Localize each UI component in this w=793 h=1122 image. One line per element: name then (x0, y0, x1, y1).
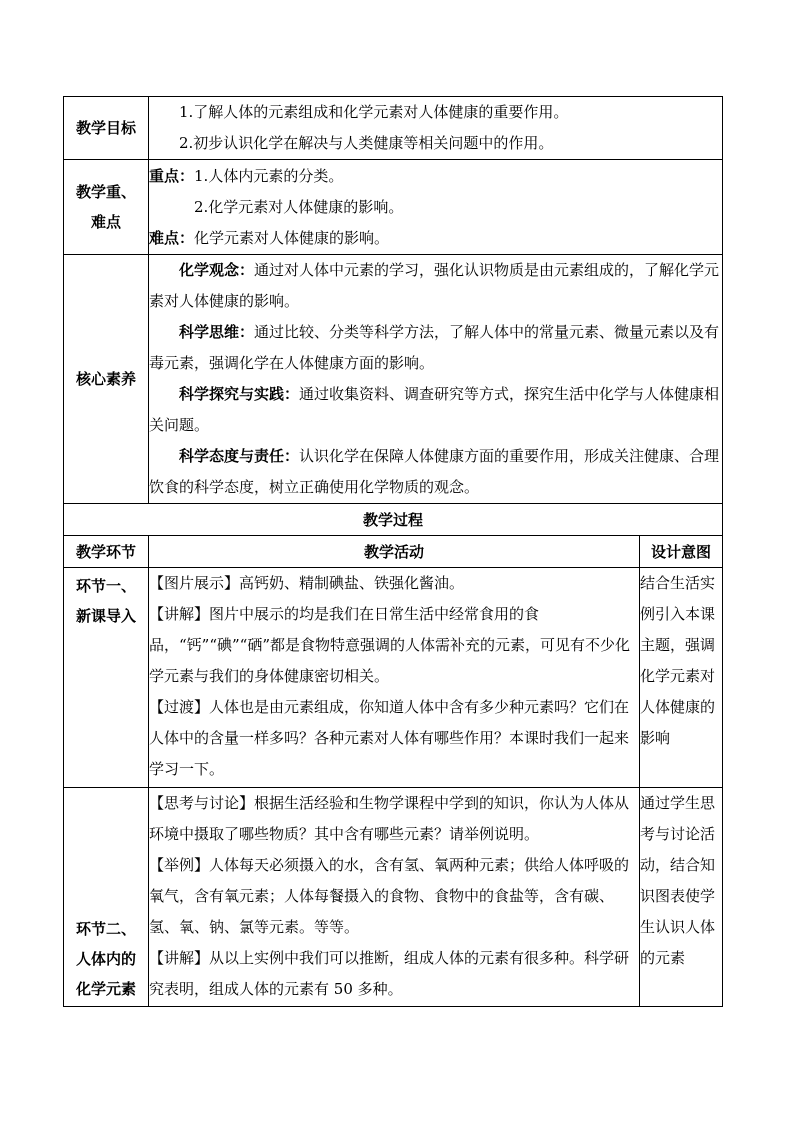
literacy-item (149, 441, 722, 503)
literacy-text: 通过收集资料、调查研究等方式，探究生活中化学与人体健康相关问题。 (149, 385, 720, 434)
literacy-text: 认识化学在保障人体健康方面的重要作用，形成关注健康、合理饮食的科学态度，树立正确使用化学物质的观念。 (149, 447, 720, 496)
literacy-title: 科学态度与责任： (179, 447, 300, 465)
activity-item: 【讲解】图片中展示的均是我们在日常生活中经常食用的食品，“钙”“碘”“硒”都是食物特意强调的人体需补充的元素，可见有不少化学元素与我们的身体健康密切相关。 (149, 605, 631, 685)
stage-label-line: 化学元素 (75, 980, 136, 998)
difficult-text: 化学元素对人体健康的影响。 (194, 228, 390, 247)
activity-content (149, 568, 640, 788)
stage-label-line: 环节一、 (75, 577, 136, 595)
literacy-text: 通过比较、分类等科学方法，了解人体中的常量元素、微量元素以及有毒元素，强调化学在人体健康方面的影响。 (149, 323, 720, 372)
difficult-label: 难点： (149, 228, 195, 247)
objective-item: 2.初步认识化学在解决与人类健康等相关问题中的作用。 (179, 134, 554, 152)
key-points-row (64, 160, 723, 255)
column-header-intent: 设计意图 (640, 536, 723, 568)
literacy-title: 化学观念： (179, 261, 255, 279)
activity-item: 【过渡】人体也是由元素组成，你知道人体中含有多少种元素吗？它们在人体中的含量一样多吗？各种元素对人体有哪些作用？本课时我们一起来学习一下。 (149, 698, 630, 778)
stage-label-line: 环节二、 (75, 920, 136, 938)
activity-item: 【举例】人体每天必须摄入的水，含有氢、氧两种元素；供给人体呼吸的氧气，含有氧元素；人体每餐摄入的食物、食物中的食盐等，含有碳、氢、氧、钠、氯等元素。等等。 (149, 856, 630, 936)
key-points-label (64, 160, 149, 255)
stage-label (64, 568, 149, 788)
difficult-point-line (149, 223, 722, 254)
literacy-item (149, 255, 722, 317)
objectives-label: 教学目标 (64, 97, 149, 160)
stage-label (64, 788, 149, 1007)
activity-content (149, 788, 640, 1007)
activity-item: 【图片展示】高钙奶、精制碘盐、铁强化酱油。 (149, 574, 465, 592)
key-label: 重点： (149, 166, 195, 185)
objectives-row (64, 97, 723, 160)
objective-item: 1.了解人体的元素组成和化学元素对人体健康的重要作用。 (179, 103, 569, 121)
process-title-row (64, 504, 723, 536)
process-section-row (64, 568, 723, 788)
stage-label-line: 人体内的 (75, 950, 136, 968)
stage-label-line: 新课导入 (75, 607, 136, 625)
process-header-row (64, 536, 723, 568)
literacy-item (149, 317, 722, 379)
literacy-item (149, 379, 722, 441)
key-point-line (149, 161, 722, 192)
literacy-content (149, 255, 723, 504)
literacy-title: 科学探究与实践： (179, 385, 300, 403)
activity-item: 【思考与讨论】根据生活经验和生物学课程中学到的知识，你认为人体从环境中摄取了哪些物质？其中含有哪些元素？请举例说明。 (149, 794, 630, 843)
activity-item: 【讲解】从以上实例中我们可以推断，组成人体的元素有很多种。科学研究表明，组成人体的元素有 50 多种。 (149, 949, 630, 998)
key-item: 1.人体内元素的分类。 (194, 166, 344, 185)
literacy-label: 核心素养 (64, 255, 149, 504)
key-points-label-line: 教学重、 (75, 183, 136, 201)
objectives-content (149, 97, 723, 160)
key-points-content (149, 160, 723, 255)
literacy-text: 通过对人体中元素的学习，强化认识物质是由元素组成的，了解化学元素对人体健康的影响。 (149, 261, 720, 310)
literacy-row (64, 255, 723, 504)
process-title: 教学过程 (64, 504, 723, 536)
design-intent: 结合生活实例引入本课主题，强调化学元素对人体健康的影响 (640, 568, 723, 788)
design-intent: 通过学生思考与讨论活动，结合知识图表使学生认识人体的元素 (640, 788, 723, 1007)
key-points-label-line: 难点 (90, 213, 121, 231)
key-item: 2.化学元素对人体健康的影响。 (194, 197, 404, 216)
process-section-row (64, 788, 723, 1007)
column-header-activity: 教学活动 (149, 536, 640, 568)
literacy-title: 科学思维： (179, 323, 255, 341)
lesson-plan-table (63, 96, 723, 1007)
column-header-stage: 教学环节 (64, 536, 149, 568)
